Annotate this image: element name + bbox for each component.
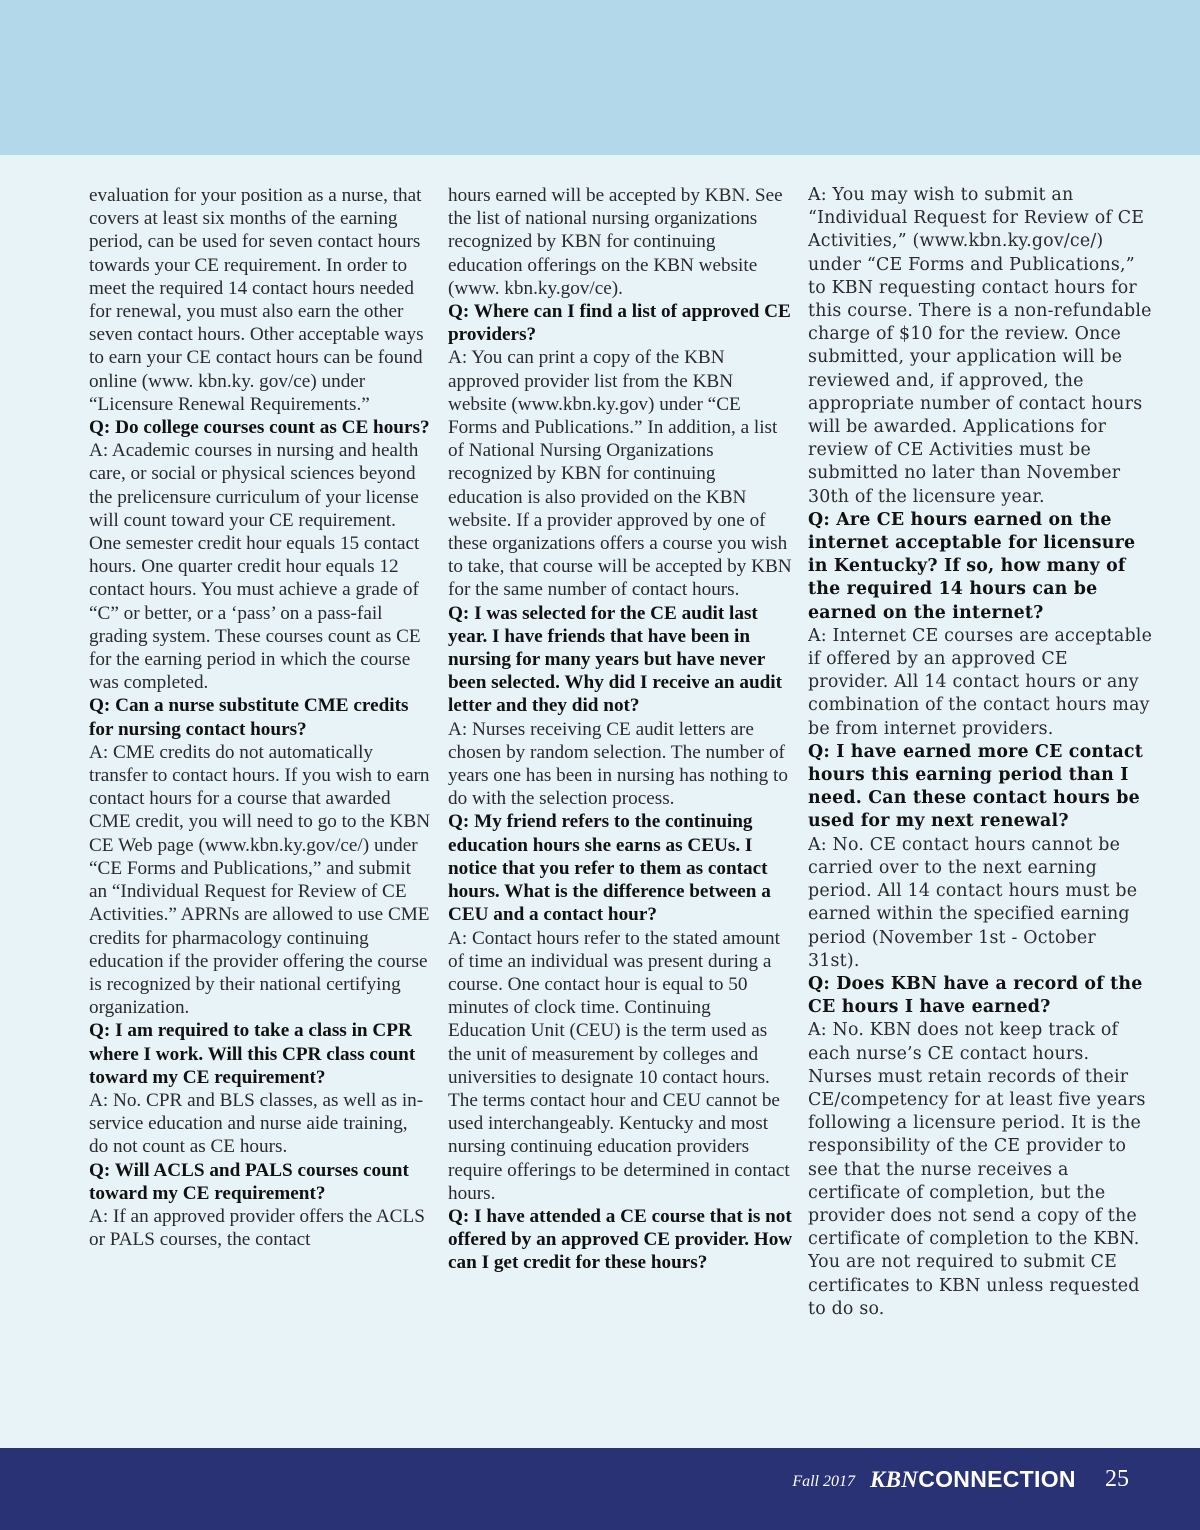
faq-answer: A: You may wish to submit an “Individual Request for Review of CE Activities,” (www.kbn.ky.gov/ce/) under “CE Forms and Publications,” to KBN requesting contact hours for this course. There is a non-refundable charge of $10 for the review. Once submitted, your application will be reviewed and, if approved, the appropriate number of contact hours will be awarded. Applications for review of CE Activities must be submitted no later than November 30th of the licensure year. (808, 185, 1152, 507)
faq-answer: A: Nurses receiving CE audit letters are chosen by random selection. The number of years one has been in nursing has nothing to do with the selection process. (448, 718, 788, 810)
column-3 (808, 184, 1153, 1474)
faq-answer: A: No. KBN does not keep track of each nurse’s CE contact hours. Nurses must retain records of their CE/competency for at least five years following a licensure period. It is the responsibility of the CE provider to see that the nurse receives a certificate of completion, but the provider does not send a copy of the certificate of completion to the KBN. You are not required to submit CE certificates to KBN unless requested to do so. (808, 1020, 1146, 1319)
faq-question: Q: I was selected for the CE audit last year. I have friends that have been in nursing for many years but have never been selected. Why did I receive an audit letter and they did not? (448, 602, 783, 717)
faq-question: Q: I have attended a CE course that is not offered by an approved CE provider. How can I get credit for these hours? (448, 1205, 793, 1274)
faq-answer: A: CME credits do not automatically transfer to contact hours. If you wish to earn contact hours for a course that awarded CME credit, you will need to go to the KBN CE Web page (www.kbn.ky.gov/ce/) under “CE Forms and Publications,” and submit an “Individual Request for Review of CE Activities.” APRNs are allowed to use CME credits for pharmacology continuing education if the provider offering the course is recognized by their national certifying organization. (89, 741, 431, 1019)
publication-logo (870, 1466, 1076, 1493)
faq-answer: A: Internet CE courses are acceptable if offered by an approved CE provider. All 14 contact hours or any combination of the contact hours may be from internet providers. (808, 625, 1153, 739)
faq-question: Q: Will ACLS and PALS courses count toward my CE requirement? (89, 1159, 409, 1204)
faq-answer: A: If an approved provider offers the ACLS or PALS courses, the contact (89, 1205, 425, 1251)
faq-answer: A: No. CPR and BLS classes, as well as in-service education and nurse aide training, do not count as CE hours. (89, 1089, 424, 1158)
faq-question: Q: Where can I find a list of approved CE providers? (448, 301, 791, 346)
column-1 (89, 184, 431, 1474)
faq-answer: evaluation for your position as a nurse, that covers at least six months of the earning period, can be used for seven contact hours towards your CE requirement. In order to meet the required 14 contact hours needed for renewal, you must also earn the other seven contact hours. Other acceptable ways to earn your CE contact hours can be found online (www. kbn.ky. gov/ce) under “Licensure Renewal Requirements.” (89, 185, 424, 415)
logo-connection: CONNECTION (918, 1466, 1076, 1492)
faq-question: Q: Are CE hours earned on the internet acceptable for licensure in Kentucky? If so, how many of the required 14 hours can be earned on the internet? (808, 509, 1136, 623)
faq-question: Q: I am required to take a class in CPR where I work. Will this CPR class count toward my CE requirement? (89, 1020, 416, 1088)
page-number: 25 (1105, 1466, 1129, 1492)
logo-kbn: KBN (870, 1467, 919, 1492)
faq-answer: A: Contact hours refer to the stated amount of time an individual was present during a course. One contact hour is equal to 50 minutes of clock time. Continuing Education Unit (CEU) is the term used as the unit of measurement by colleges and universities to designate 10 contact hours. The terms contact hour and CEU cannot be used interchangeably. Kentucky and most nursing continuing education providers require offerings to be determined in contact hours. (448, 927, 790, 1204)
faq-answer: hours earned will be accepted by KBN. See the list of national nursing organizations recognized by KBN for continuing education offerings on the KBN website (www. kbn.ky.gov/ce). (448, 185, 783, 299)
column-2 (448, 184, 793, 1474)
header-band (0, 0, 1200, 155)
faq-answer: A: No. CE contact hours cannot be carried over to the next earning period. All 14 contact hours must be earned within the specified earning period (November 1st - October 31st). (808, 834, 1138, 971)
faq-question: Q: Do college courses count as CE hours? (89, 417, 430, 439)
issue-date: Fall 2017 (792, 1473, 855, 1490)
faq-question: Q: I have earned more CE contact hours this earning period than I need. Can these contact hours be used for my next renewal? (808, 741, 1143, 832)
faq-answer: A: Academic courses in nursing and health care, or social or physical sciences beyond the prelicensure curriculum of your license will count toward your CE requirement. One semester credit hour equals 15 contact hours. One quarter credit hour equals 12 contact hours. You must achieve a grade of “C” or better, or a ‘pass’ on a pass-fail grading system. These courses count as CE for the earning period in which the course was completed. (89, 440, 421, 694)
faq-answer: A: You can print a copy of the KBN approved provider list from the KBN website (www.kbn.ky.gov) under “CE Forms and Publications.” In addition, a list of National Nursing Organizations recognized by KBN for continuing education is also provided on the KBN website. If a provider approved by one of these organizations offers a course you wish to take, that course will be accepted by KBN for the same number of contact hours. (448, 347, 792, 601)
faq-question: Q: Does KBN have a record of the CE hours I have earned? (808, 973, 1143, 1018)
faq-question: Q: Can a nurse substitute CME credits for nursing contact hours? (89, 695, 409, 740)
faq-question: Q: My friend refers to the continuing education hours she earns as CEUs. I notice that you refer to them as contact hours. What is the difference between a CEU and a contact hour? (448, 811, 771, 926)
